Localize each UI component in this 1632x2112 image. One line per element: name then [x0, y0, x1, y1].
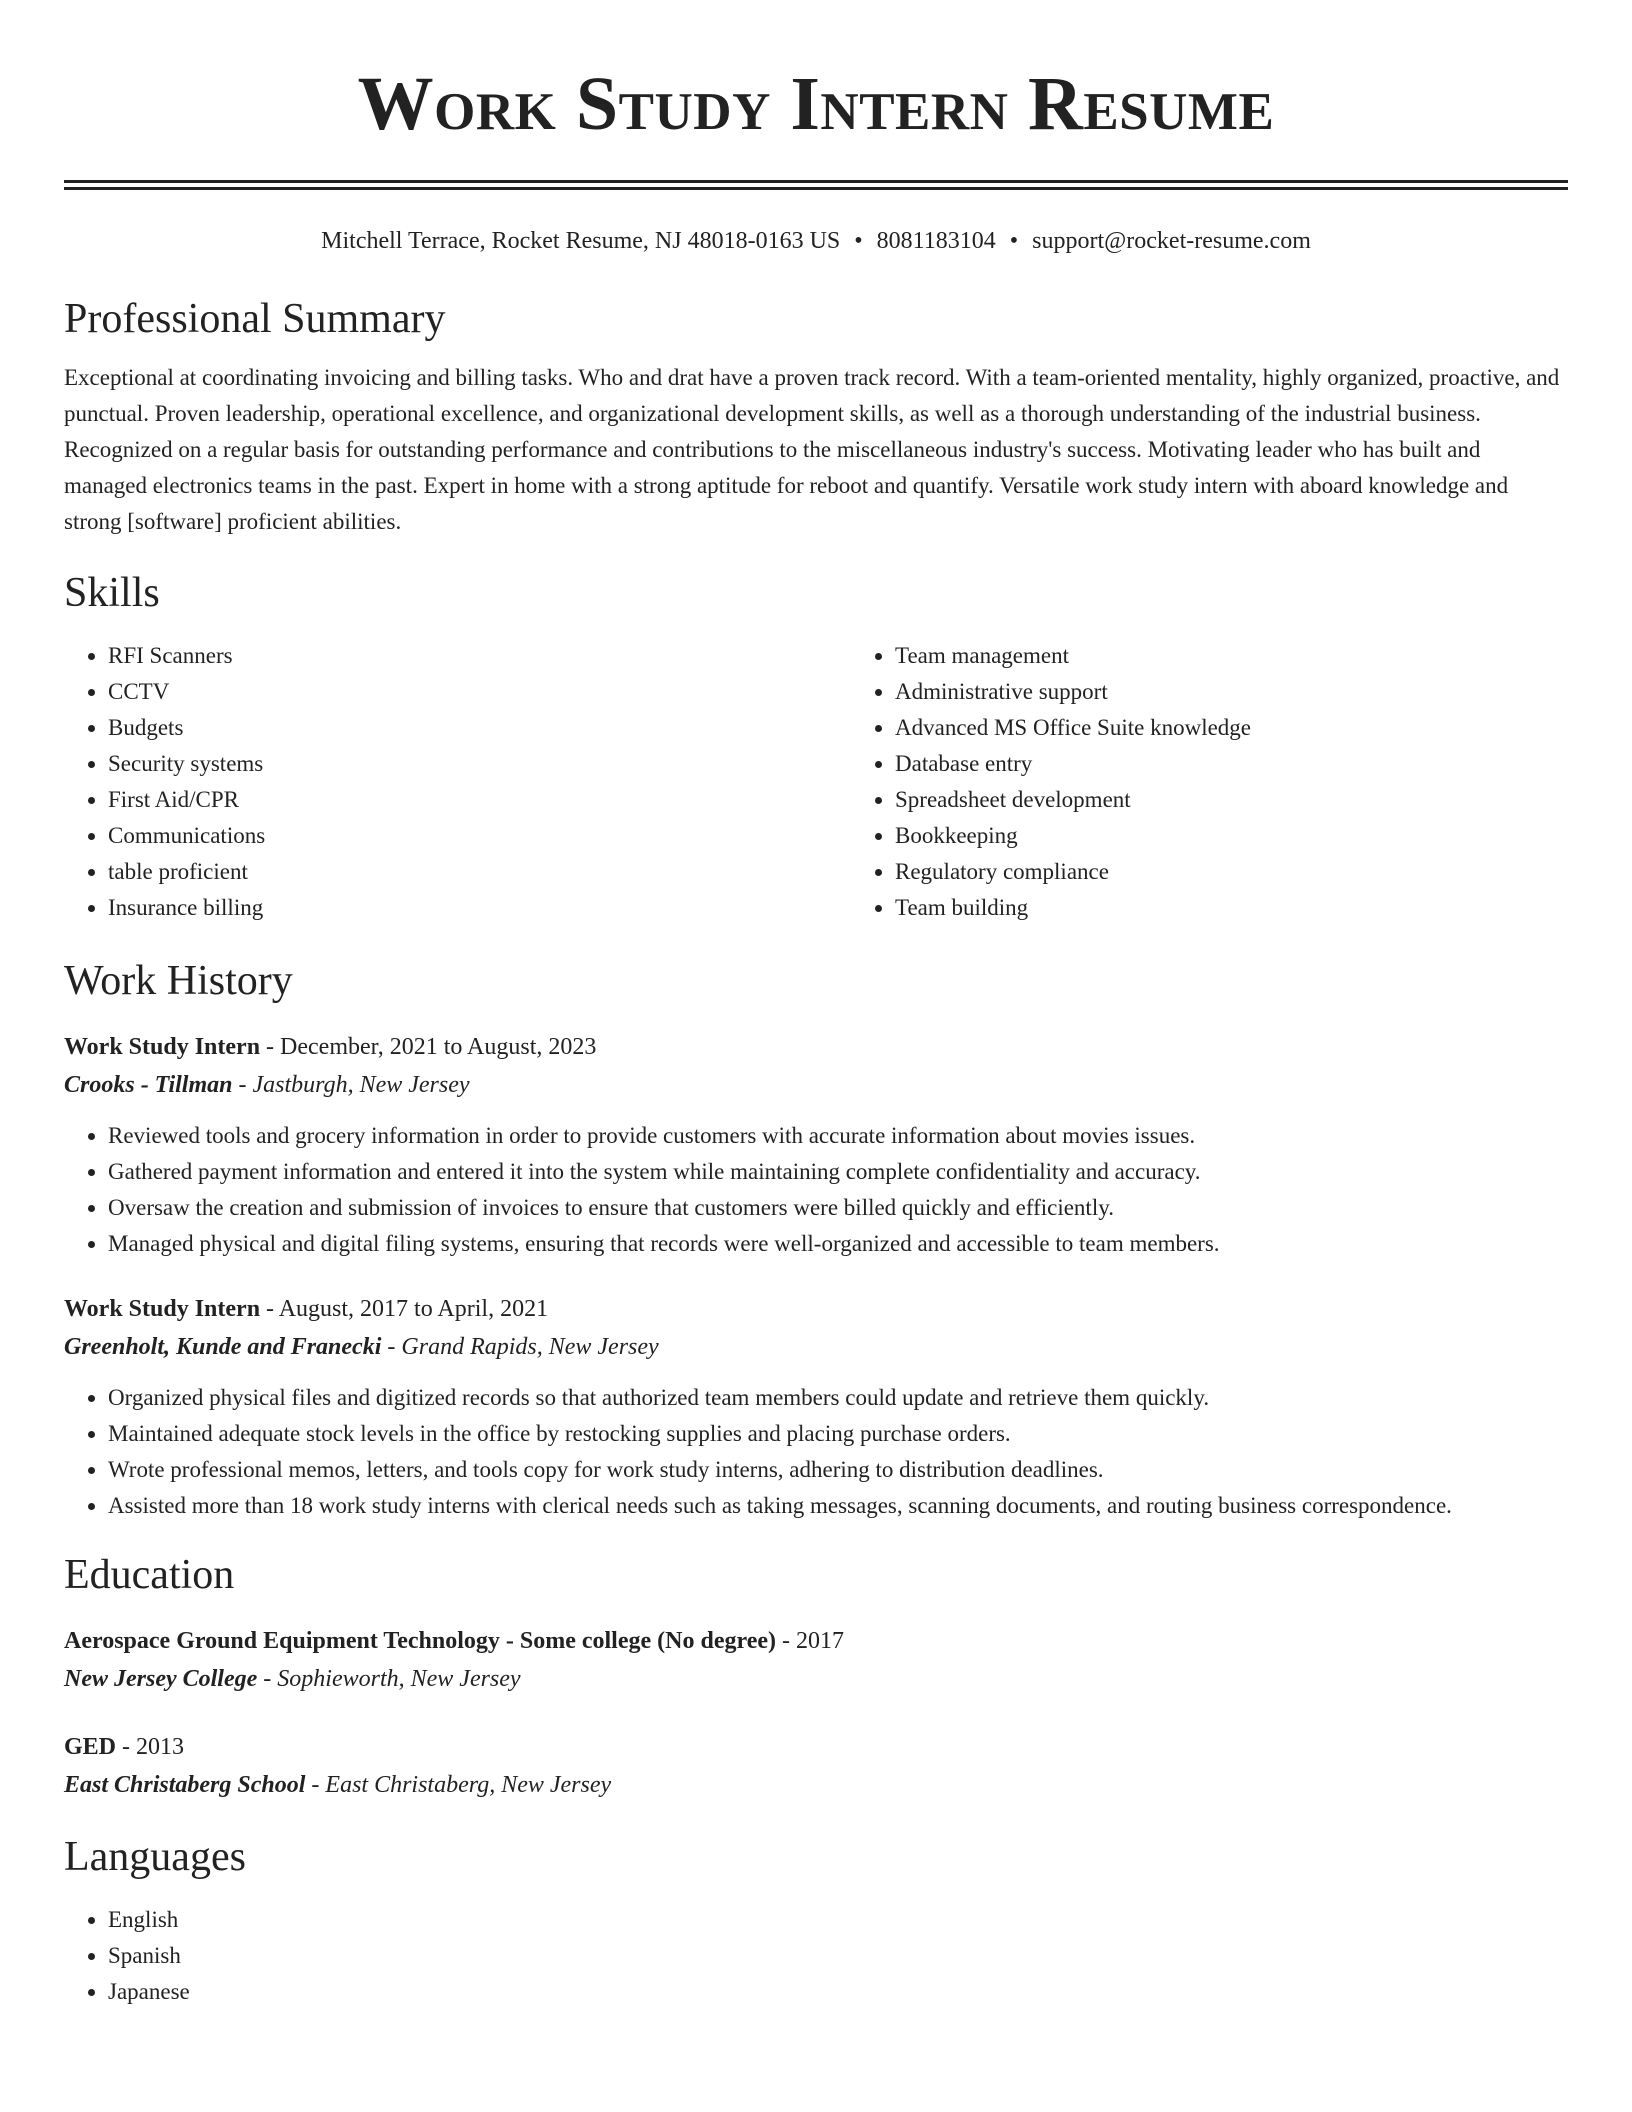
education-dash: - [775, 1628, 796, 1654]
skills-list-left [64, 638, 851, 926]
job-bullet-list [64, 1380, 1568, 1524]
education-degree-line [64, 1730, 1568, 1764]
education-dash: - [305, 1772, 326, 1798]
education-location: Sophieworth, New Jersey [277, 1666, 521, 1692]
skill-item: • Team management [895, 638, 1632, 674]
job-dash: - [260, 1296, 279, 1322]
job-entry [64, 1030, 1568, 1262]
education-degree: GED [64, 1734, 117, 1760]
job-bullet-list [64, 1118, 1568, 1262]
job-bullet: • Maintained adequate stock levels in the office by restocking supplies and placing purchase orders. [108, 1416, 1568, 1452]
summary-text: Exceptional at coordinating invoicing and billing tasks. Who and drat have a proven track record. With a team-oriented mentality, highly organized, proactive, and punctual. Proven leadership, operational excellence, and organizational development skills, as well as a thorough understanding of the industrial business. Recognized on a regular basis for outstanding performance and contributions to the miscellaneous industry's success. Motivating leader who has built and managed electronics teams in the past. Expert in home with a strong aptitude for reboot and quantify. Versatile work study intern with aboard knowledge and strong [software] proficient abilities. [64, 365, 1560, 534]
job-title-line [64, 1030, 1568, 1064]
job-dash: - [381, 1334, 402, 1360]
skill-item: • Administrative support [895, 674, 1632, 710]
skill-item: • Spreadsheet development [895, 782, 1632, 818]
job-bullet: • Gathered payment information and entered it into the system while maintaining complete confidentiality and accuracy. [108, 1154, 1568, 1190]
skill-item: • First Aid/CPR [108, 782, 851, 818]
job-entry [64, 1292, 1568, 1524]
skill-item: • CCTV [108, 674, 851, 710]
contact-phone: 8081183104 [876, 228, 996, 254]
job-bullet: • Organized physical files and digitized records so that authorized team members could update and retrieve them quickly. [108, 1380, 1568, 1416]
skill-item: • RFI Scanners [108, 638, 851, 674]
job-bullet: • Managed physical and digital filing systems, ensuring that records were well-organized and accessible to team members. [108, 1226, 1568, 1262]
skill-item: • Security systems [108, 746, 851, 782]
job-title: Work Study Intern [64, 1034, 261, 1060]
education-school-line [64, 1662, 1568, 1696]
skill-item: • table proficient [108, 854, 851, 890]
contact-line [64, 226, 1568, 256]
languages-list [64, 1902, 1568, 2010]
skills-heading: Skills [64, 570, 160, 616]
work-history-heading: Work History [64, 958, 293, 1004]
job-title-line [64, 1292, 1568, 1326]
job-dates: August, 2017 to April, 2021 [278, 1296, 549, 1322]
job-bullet: • Oversaw the creation and submission of invoices to ensure that customers were billed quickly and efficiently. [108, 1190, 1568, 1226]
skill-item: • Budgets [108, 710, 851, 746]
job-bullet: • Reviewed tools and grocery information in order to provide customers with accurate information about movies issues. [108, 1118, 1568, 1154]
skill-item: • Regulatory compliance [895, 854, 1632, 890]
education-school: New Jersey College [64, 1666, 258, 1692]
language-item: • English [108, 1902, 1568, 1938]
language-item: • Spanish [108, 1938, 1568, 1974]
resume-title: Work Study Intern Resume [357, 62, 1275, 146]
languages-heading: Languages [64, 1834, 246, 1880]
education-degree-line [64, 1624, 1568, 1658]
education-degree: Aerospace Ground Equipment Technology - Some college (No degree) [64, 1628, 776, 1654]
contact-email: support@rocket-resume.com [1032, 228, 1311, 254]
skill-item: • Insurance billing [108, 890, 851, 926]
job-bullet: • Assisted more than 18 work study interns with clerical needs such as taking messages, scanning documents, and routing business correspondence. [108, 1488, 1568, 1524]
education-dash: - [116, 1734, 137, 1760]
education-entry [64, 1624, 1568, 1696]
title-divider [64, 180, 1568, 190]
education-year: 2013 [136, 1734, 185, 1760]
job-dates: December, 2021 to August, 2023 [280, 1034, 597, 1060]
skills-list-right [851, 638, 1632, 926]
job-company: Crooks - Tillman [64, 1072, 233, 1098]
skill-item: • Communications [108, 818, 851, 854]
language-item: • Japanese [108, 1974, 1568, 2010]
contact-separator: • [854, 228, 863, 254]
skills-columns [64, 638, 1568, 926]
skill-item: • Database entry [895, 746, 1632, 782]
job-location: Jastburgh, New Jersey [252, 1072, 470, 1098]
job-company-line [64, 1068, 1568, 1102]
education-heading: Education [64, 1552, 235, 1598]
contact-address: Mitchell Terrace, Rocket Resume, NJ 48018-0163 US [321, 228, 841, 254]
education-school: East Christaberg School [64, 1772, 306, 1798]
education-school-line [64, 1768, 1568, 1802]
job-company: Greenholt, Kunde and Franecki [64, 1334, 382, 1360]
job-dash: - [260, 1034, 281, 1060]
summary-heading: Professional Summary [64, 296, 446, 342]
skill-item: • Advanced MS Office Suite knowledge [895, 710, 1632, 746]
education-entry [64, 1730, 1568, 1802]
education-year: 2017 [795, 1628, 844, 1654]
education-location: East Christaberg, New Jersey [325, 1772, 612, 1798]
education-dash: - [257, 1666, 278, 1692]
job-title: Work Study Intern [64, 1296, 261, 1322]
skill-item: • Team building [895, 890, 1632, 926]
skill-item: • Bookkeeping [895, 818, 1632, 854]
job-location: Grand Rapids, New Jersey [401, 1334, 659, 1360]
job-company-line [64, 1330, 1568, 1364]
job-dash: - [232, 1072, 253, 1098]
job-bullet: • Wrote professional memos, letters, and tools copy for work study interns, adhering to distribution deadlines. [108, 1452, 1568, 1488]
contact-separator: • [1009, 228, 1019, 254]
